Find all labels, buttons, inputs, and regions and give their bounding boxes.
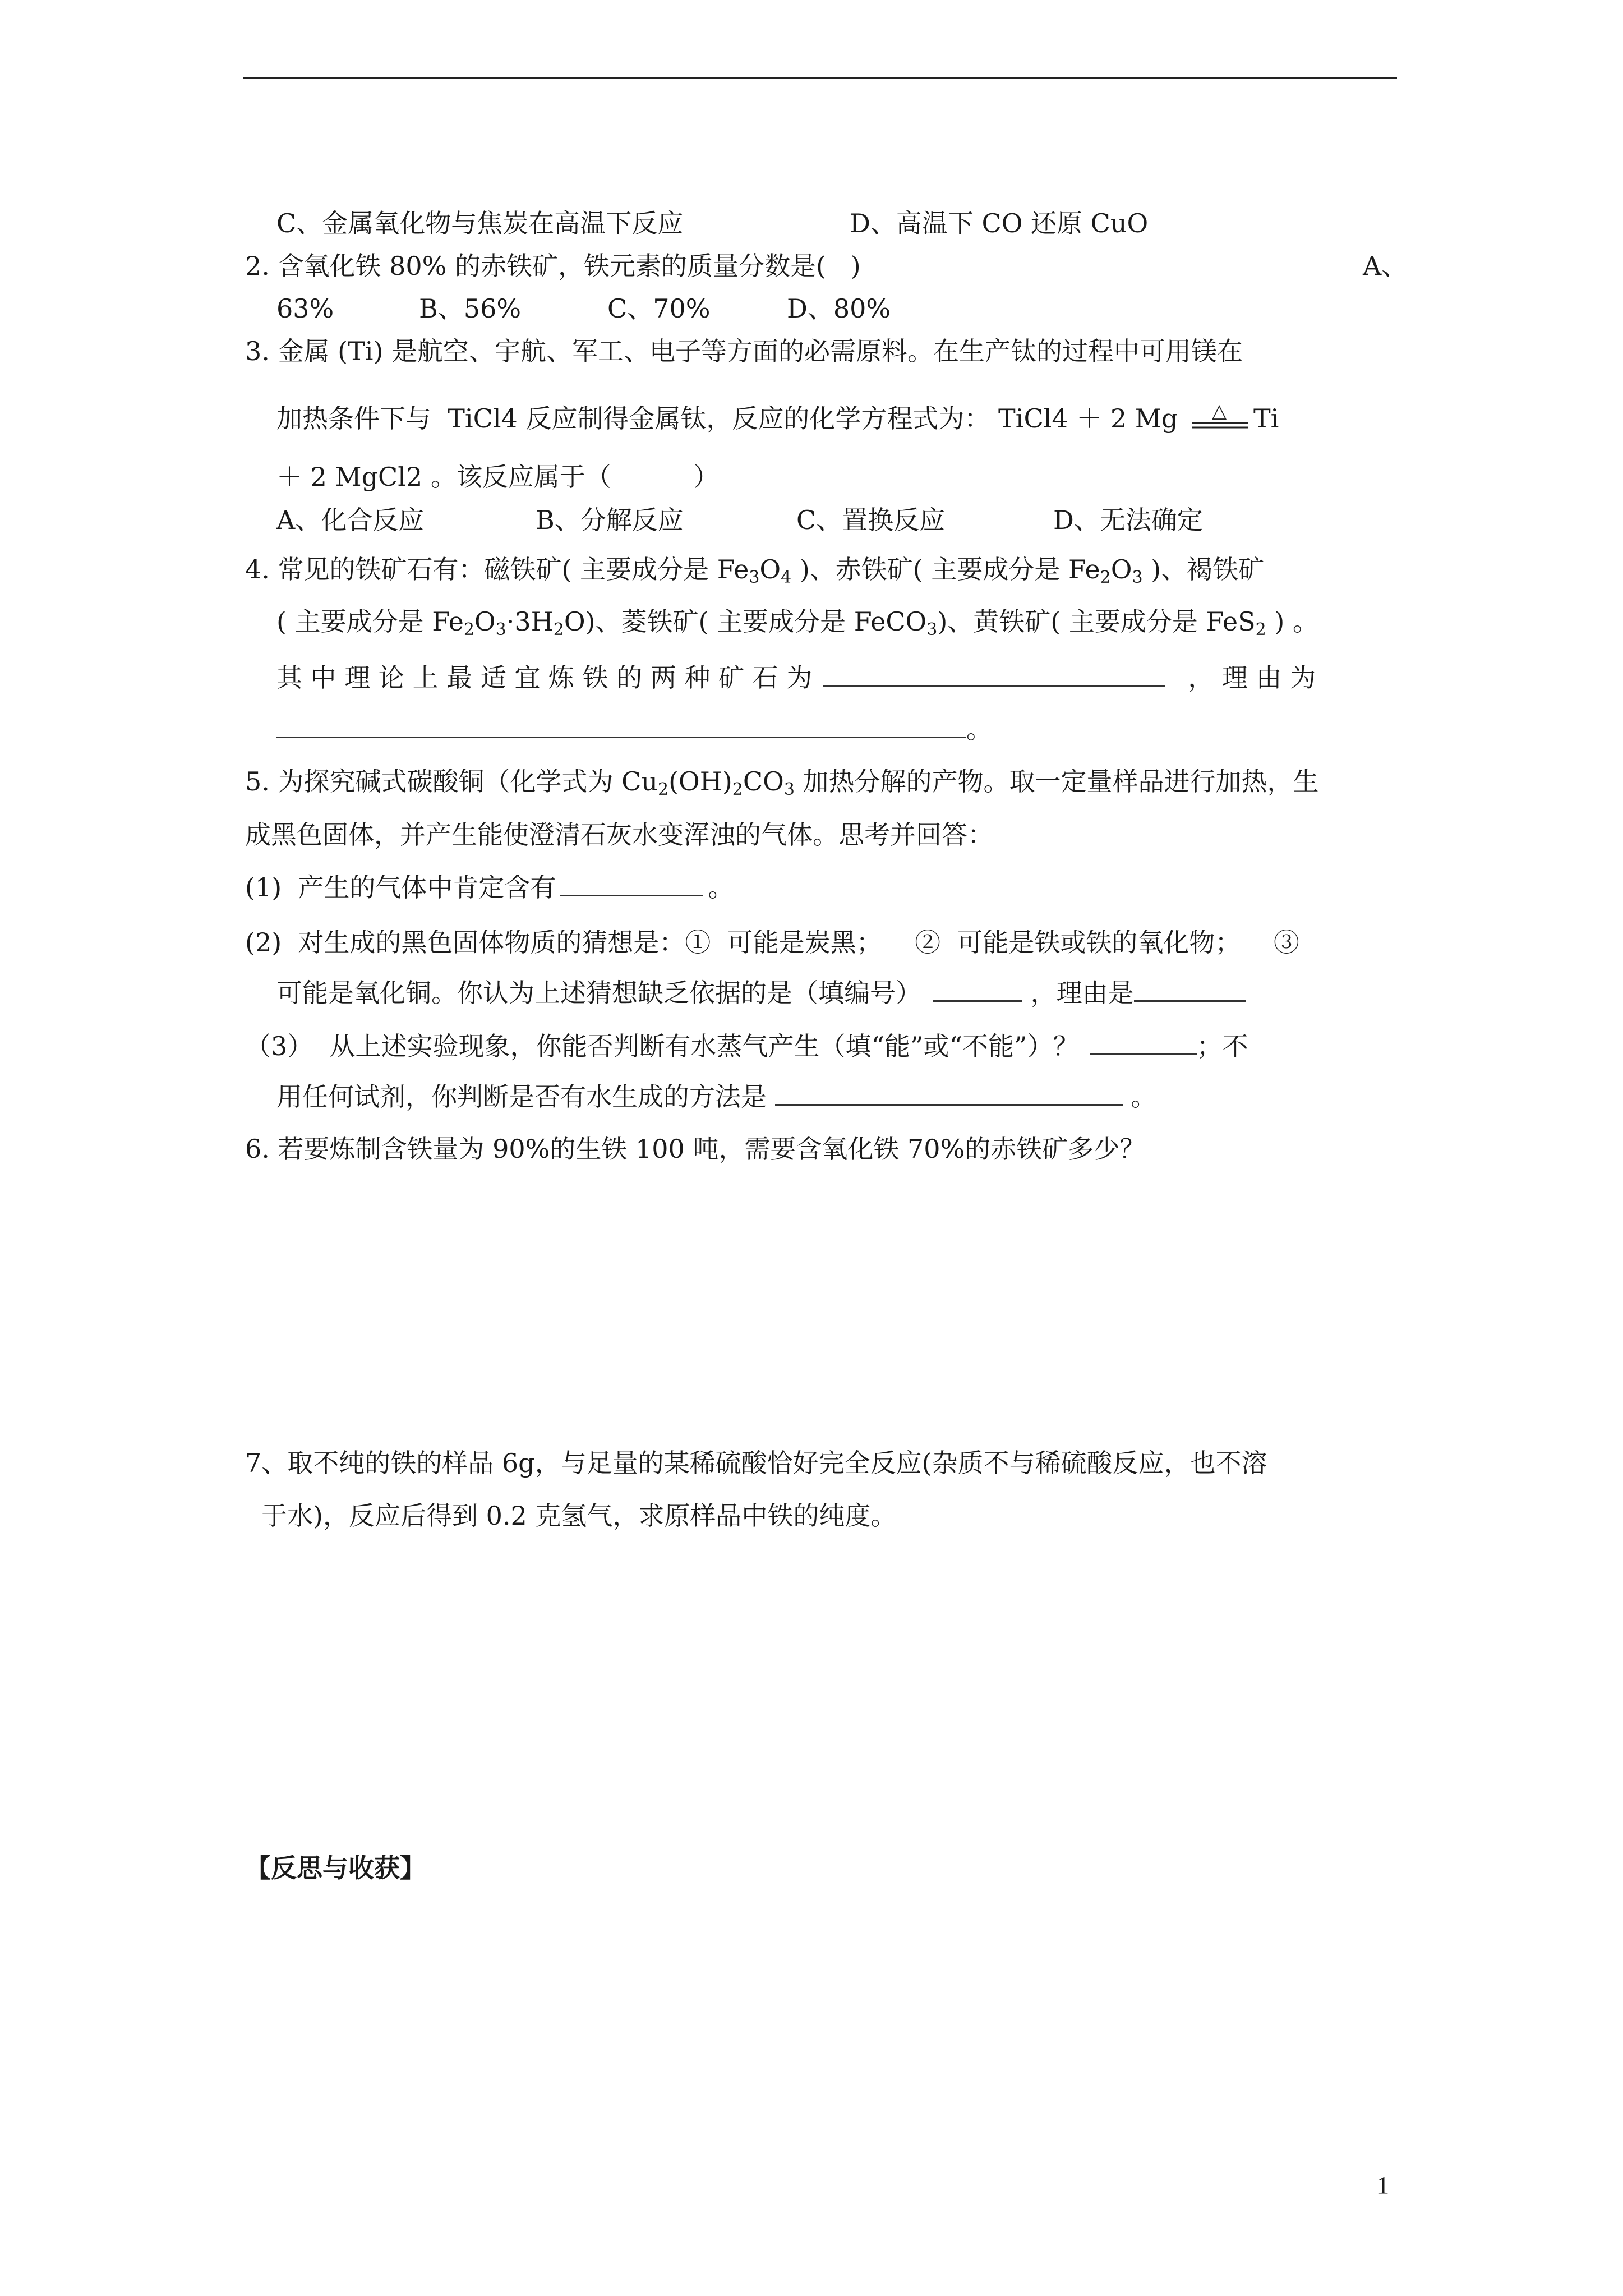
q5-part2-reason-blank[interactable] xyxy=(1134,977,1246,1002)
q2-option-c: C、70% xyxy=(607,293,711,324)
q5-part3-method-blank[interactable] xyxy=(775,1081,1123,1106)
q4-reason-label: ， 理 由 为 xyxy=(1188,662,1316,693)
q2-stem: 2. 含氧化铁 80% 的赤铁矿，铁元素的质量分数是( ) xyxy=(245,251,861,281)
q3-option-c: C、置换反应 xyxy=(796,505,946,535)
q2-option-a-value: 63% xyxy=(276,293,334,324)
q6-text: 6. 若要炼制含铁量为 90%的生铁 100 吨，需要含氧化铁 70%的赤铁矿多少？ xyxy=(245,1134,1146,1164)
q2-option-b: B、56% xyxy=(419,293,522,324)
q5-part2-number-blank[interactable] xyxy=(933,977,1022,1002)
q5-part1-blank[interactable] xyxy=(560,872,703,896)
q4-line2: ( 主要成分是 $Fe_2O_3\cdot 3H_2O$)、菱铁矿( 主要成分是 FeCO$_3$)、黄铁矿( 主要成分是 FeS$_2$ ) 。 xyxy=(276,606,1318,639)
q5-part2-line2: 可能是氧化铜。你认为上述猜想缺乏依据的是（填编号） ，理由是 xyxy=(276,976,1246,1010)
q3-line3: ＋ 2 MgCl2 。该反应属于（ ） xyxy=(276,462,720,492)
q7-line1: 7、取不纯的铁的样品 6g，与足量的某稀硫酸恰好完全反应(杂质不与稀硫酸反应，也不溶 xyxy=(245,1448,1267,1478)
q3-option-a: A、化合反应 xyxy=(276,505,425,535)
q3-line2-ti: Ti xyxy=(1253,403,1279,434)
q5-part3-water-blank[interactable] xyxy=(1090,1030,1197,1055)
q3-option-d: D、无法确定 xyxy=(1053,505,1203,535)
header-rule xyxy=(243,77,1397,79)
q5-part3-line1: （3） 从上述实验现象，你能否判断有水蒸气产生（填“能”或“不能”）？ ；不 xyxy=(245,1031,1248,1061)
q3-line1: 3. 金属 (Ti) 是航空、宇航、军工、电子等方面的必需原料。在生产钛的过程中可用镁在 xyxy=(245,336,1243,366)
q5-part1: (1) 产生的气体中肯定含有 。 xyxy=(245,872,734,903)
q4-line3 xyxy=(276,661,1316,694)
page-number: 1 xyxy=(1377,2171,1389,2199)
heat-condition-symbol xyxy=(1186,404,1253,438)
q5-line2: 成黑色固体，并产生能使澄清石灰水变浑浊的气体。思考并回答： xyxy=(245,820,993,850)
q2-option-a-prefix: A、 xyxy=(1363,251,1408,281)
reflection-title: 【反思与收获】 xyxy=(245,1853,426,1883)
q4-answer-blank-2[interactable] xyxy=(276,714,966,738)
q4-answer-blank-1[interactable] xyxy=(823,662,1165,687)
q2-option-d: D、80% xyxy=(787,293,891,324)
q7-line2: 于水)，反应后得到 0.2 克氢气，求原样品中铁的纯度。 xyxy=(261,1501,897,1531)
q5-part3-line2: 用任何试剂，你判断是否有水生成的方法是 。 xyxy=(276,1082,1157,1112)
q4-question-text: 其 中 理 论 上 最 适 宜 炼 铁 的 两 种 矿 石 为 xyxy=(276,662,813,693)
q3-line2-text: 加热条件下与 TiCl4 反应制得金属钛，反应的化学方程式为： TiCl4 ＋ 2 Mg xyxy=(276,403,1186,434)
q3-option-b: B、分解反应 xyxy=(536,505,684,535)
q4-line1: 4. 常见的铁矿石有：磁铁矿( 主要成分是 $Fe_3O_4$ )、赤铁矿( 主要成分是 $Fe_2O_3$ )、褐铁矿 xyxy=(245,554,1265,587)
q1-option-d: D、高温下 CO 还原 CuO xyxy=(850,208,1149,238)
q3-line2 xyxy=(276,402,1279,438)
q4-line4: 。 xyxy=(276,712,992,746)
q5-line1: 5. 为探究碱式碳酸铜（化学式为 $Cu_2(OH)_2CO_3$ 加热分解的产物。取一定量样品进行加热，生 xyxy=(245,766,1319,799)
q1-option-c: C、金属氧化物与焦炭在高温下反应 xyxy=(276,208,684,238)
heat-triangle-icon: △ xyxy=(1211,404,1227,422)
q5-part2-line1: (2) 对生成的黑色固体物质的猜想是：① 可能是炭黑； ② 可能是铁或铁的氧化物； ③ xyxy=(245,927,1299,958)
